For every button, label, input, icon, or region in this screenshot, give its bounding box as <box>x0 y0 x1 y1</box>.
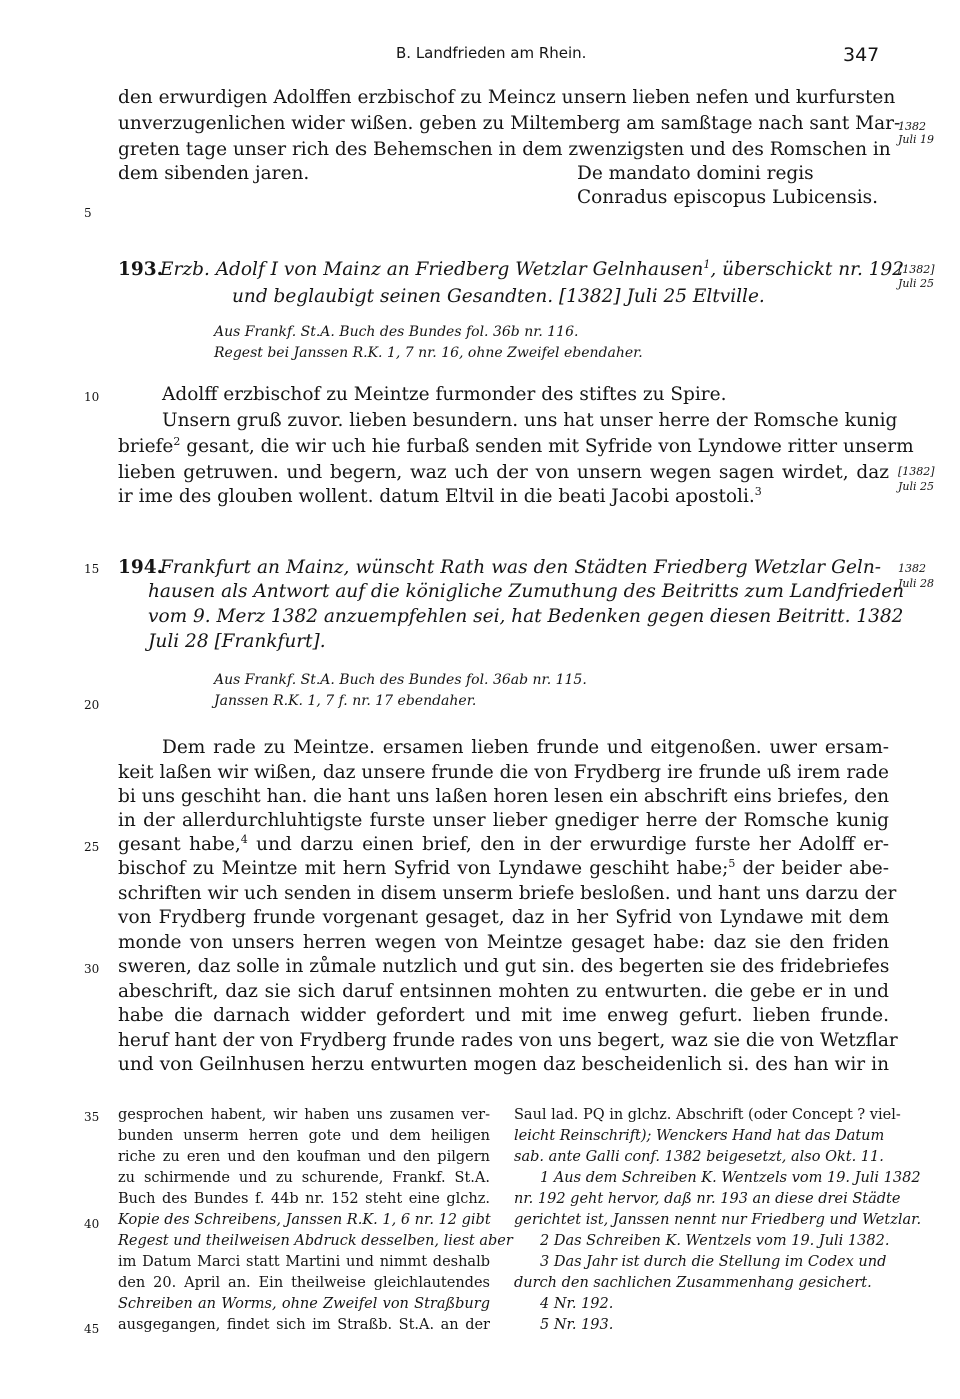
footnote-left-line: ausgegangen, findet sich im Straßb. St.A. an der <box>118 1317 490 1333</box>
line-number: 25 <box>84 840 100 854</box>
doc-194-source-2: Janssen R.K. 1, 7 f. nr. 17 ebendaher. <box>214 693 477 709</box>
doc-194-text-8: von Frydberg frunde vorgenant gesaget, daz in her Syfrid von Lyndawe mit dem <box>118 907 889 928</box>
footnote-right-line: 4 Nr. 192. <box>540 1296 614 1312</box>
footnote-right-line: sab. ante Galli conf. 1382 beigesetzt, also Okt. 11. <box>514 1149 884 1165</box>
line-number: 15 <box>84 562 100 576</box>
running-title: B. Landfrieden am Rhein. <box>396 44 587 62</box>
intro-line-3: greten tage unser rich des Behemschen in dem zwenzigsten und des Romschen in <box>118 139 891 160</box>
footnote-left-line: zu schirmende und zu schurende, Frankf. St.A. <box>118 1170 490 1186</box>
doc-193-margin-date-year: [1382] <box>898 263 935 276</box>
doc-193-heading-2: und beglaubigt seinen Gesandten. [1382] Juli 25 Eltville. <box>232 286 765 307</box>
footnote-right-line: 2 Das Schreiben K. Wentzels vom 19. Juli 1382. <box>540 1233 890 1249</box>
footnote-right-line: 5 Nr. 193. <box>540 1317 614 1333</box>
footnote-left-line: Kopie des Schreibens, Janssen R.K. 1, 6 nr. 12 gibt <box>118 1212 491 1228</box>
intro-line-1: den erwurdigen Adolffen erzbischof zu Meincz unsern lieben nefen und kurfursten <box>118 87 896 108</box>
doc-193-heading-1: Erzb. Adolf I von Mainz an Friedberg Wetzlar Gelnhausen$^1$, überschickt nr. 192 <box>160 258 905 280</box>
footnote-right-line: nr. 192 geht hervor, daß nr. 193 an diese drei Städte <box>514 1191 901 1207</box>
line-number: 10 <box>84 390 100 404</box>
doc-194-text-10: sweren, daz solle in zůmale nutzlich und gut sin. des begerten sie des fridebriefes <box>118 956 890 977</box>
footnote-left-line: gesprochen habent, wir haben uns zusamen ver- <box>118 1107 490 1123</box>
footnote-right-line: 1 Aus dem Schreiben K. Wentzels vom 19. Juli 1382 <box>540 1170 921 1186</box>
line-number: 30 <box>84 962 100 976</box>
doc-194-number: 194. <box>118 557 164 578</box>
doc-194-heading-4: Juli 28 [Frankfurt]. <box>148 631 326 652</box>
footnote-right-line: Saul lad. PQ in glchz. Abschrift (oder Concept ? viel- <box>514 1107 901 1123</box>
doc-194-text-6: bischof zu Meintze mit hern Syfrid von Lyndawe geschiht habe;$^5$ der beider abe- <box>118 857 889 879</box>
doc-194-text-12: habe die darnach widder gefordert und mit ime enweg gefurt. lieben frunde. <box>118 1005 889 1026</box>
footnote-right-line: durch den sachlichen Zusammenhang gesichert. <box>514 1275 872 1291</box>
mandate-line-2: Conradus episcopus Lubicensis. <box>577 187 879 208</box>
doc-194-text-5: gesant habe,$^4$ und darzu einen brief, den in der erwurdige furste her Adolff er- <box>118 833 889 855</box>
doc-194-margin-date-year: 1382 <box>898 562 926 575</box>
footnote-left-line: bunden unserm herren gote und dem heiligen <box>118 1128 490 1144</box>
doc-193-margin-date-day: Juli 25 <box>898 277 935 290</box>
intro-line-2: unverzugenlichen wider wißen. geben zu Miltemberg am samßtage nach sant Mar- <box>118 113 901 134</box>
doc-193-text-1: Adolff erzbischof zu Meintze furmonder des stiftes zu Spire. <box>162 384 727 405</box>
doc-193-text-4: lieben getruwen. und begern, waz uch der von unsern wegen sagen wirdet, daz <box>118 462 889 483</box>
page-number: 347 <box>843 44 880 66</box>
doc-194-text-3: bi uns geschiht han. die hant uns laßen horen lesen ein abschrift eins briefes, den <box>118 786 889 807</box>
line-number: 5 <box>84 206 92 220</box>
doc-193-text-2: Unsern gruß zuvor. lieben besundern. uns hat unser herre der Romsche kunig <box>162 410 898 431</box>
doc-193-source-2: Regest bei Janssen R.K. 1, 7 nr. 16, ohne Zweifel ebendaher. <box>214 345 643 361</box>
doc-194-text-2: keit laßen wir wißen, daz unsere frunde die von Frydberg ire frunde uß irem rade <box>118 762 889 783</box>
footnote-left-line: den 20. April an. Ein theilweise gleichlautendes <box>118 1275 490 1291</box>
line-number: 35 <box>84 1110 100 1124</box>
doc-194-heading-1: Frankfurt an Mainz, wünscht Rath was den Städten Friedberg Wetzlar Geln- <box>160 557 881 578</box>
doc-194-text-9: monde von unsers herren wegen von Meintze gesaget habe: daz sie den friden <box>118 932 889 953</box>
doc-194-text-4: in der allerdurchluhtigste furste unser lieber gnediger herre der Romsche kunig <box>118 810 889 831</box>
doc-194-text-7: schriften wir uch senden in disem unserm briefe besloßen. und hant uns darzu der <box>118 883 897 904</box>
doc-193-text-margin-year: [1382] <box>898 465 935 478</box>
intro-line-4: dem sibenden jaren. <box>118 163 310 184</box>
mandate-line-1: De mandato domini regis <box>577 163 814 184</box>
doc-194-heading-2: hausen als Antwort auf die königliche Zumuthung des Beitritts zum Landfrieden <box>148 581 905 602</box>
margin-date-year: 1382 <box>898 120 926 133</box>
footnote-left-line: im Datum Marci statt Martini und nimmt deshalb <box>118 1254 490 1270</box>
margin-date-day: Juli 19 <box>898 133 935 146</box>
doc-194-text-14: und von Geilnhusen herzu entwurten mogen daz bescheidenlich si. des han wir in <box>118 1054 889 1075</box>
doc-193-source-1: Aus Frankf. St.A. Buch des Bundes fol. 36b nr. 116. <box>214 324 579 340</box>
footnote-left-line: riche zu eren und den koufman und den pilgern <box>118 1149 490 1165</box>
footnote-right-line: leicht Reinschrift); Wenckers Hand hat das Datum <box>514 1128 885 1144</box>
doc-194-text-1: Dem rade zu Meintze. ersamen lieben frunde und eitgenoßen. uwer ersam- <box>162 737 889 758</box>
doc-194-text-11: abeschrift, daz sie sich daruf entsinnen mohten zu entwurten. die gebe er in und <box>118 981 889 1002</box>
doc-193-text-3: briefe$^2$ gesant, die wir uch hie furbaß senden mit Syfride von Lyndowe ritter unserm <box>118 435 914 457</box>
footnote-right-line: 3 Das Jahr ist durch die Stellung im Codex und <box>540 1254 887 1270</box>
footnote-left-line: Regest und theilweisen Abdruck desselben, liest aber <box>118 1233 513 1249</box>
doc-193-text-margin-day: Juli 25 <box>898 480 935 493</box>
doc-193-text-5: ir ime des glouben wollent. datum Eltvil in die beati Jacobi apostoli.$^3$ <box>118 485 762 507</box>
line-number: 45 <box>84 1322 100 1336</box>
doc-194-margin-date-day: Juli 28 <box>898 577 935 590</box>
line-number: 20 <box>84 698 100 712</box>
doc-194-text-13: heruf hant der von Frydberg frunde rades von uns begert, waz sie die von Wetzflar <box>118 1030 898 1051</box>
doc-194-source-1: Aus Frankf. St.A. Buch des Bundes fol. 36ab nr. 115. <box>214 672 587 688</box>
footnote-left-line: Buch des Bundes f. 44b nr. 152 steht eine glchz. <box>118 1191 490 1207</box>
footnote-left-line: Schreiben an Worms, ohne Zweifel von Straßburg <box>118 1296 490 1312</box>
doc-194-heading-3: vom 9. Merz 1382 anzuempfehlen sei, hat Bedenken gegen diesen Beitritt. 1382 <box>148 606 904 627</box>
doc-193-number: 193. <box>118 259 164 280</box>
footnote-right-line: gerichtet ist, Janssen nennt nur Friedberg und Wetzlar. <box>514 1212 922 1228</box>
line-number: 40 <box>84 1217 100 1231</box>
